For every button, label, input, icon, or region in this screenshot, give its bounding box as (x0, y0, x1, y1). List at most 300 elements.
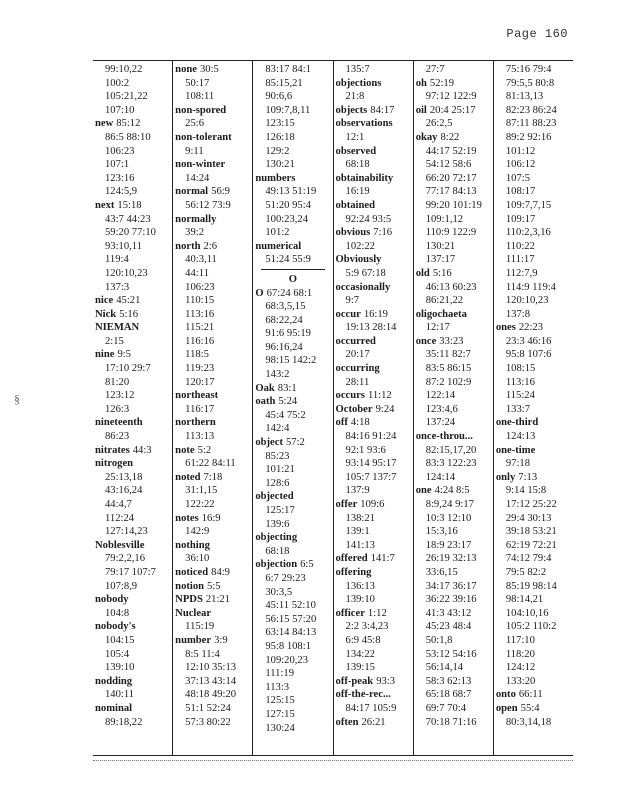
index-term: normally (175, 213, 217, 225)
index-term: numbers (255, 172, 296, 184)
index-term: Nick (95, 308, 117, 320)
index-entry (253, 287, 332, 301)
page-line-reference: 139:15 (345, 662, 375, 674)
page-line-reference: 113:3 (265, 681, 290, 693)
page-line-reference: 53:12 54:16 (425, 648, 477, 660)
page-line-reference: 105:2 110:2 (505, 621, 557, 633)
index-term: northeast (175, 390, 219, 402)
index-term: offering (335, 566, 372, 578)
index-term: occasionally (335, 281, 391, 293)
page-line-reference: 75:16 79:4 (505, 64, 552, 75)
index-term: off-peak (335, 675, 374, 687)
page-line-reference: 98:15 142:2 (265, 355, 317, 367)
index-term: onto (495, 689, 516, 701)
page-line-reference: 95:8 107:6 (505, 349, 552, 361)
index-entry (173, 593, 252, 607)
page-line-reference: 28:11 (345, 376, 370, 388)
index-entry (253, 436, 332, 450)
page-line-reference: 5:5 (207, 580, 221, 592)
page-line-reference: 5:16 (432, 267, 452, 279)
page-line-reference: 118:5 (185, 349, 209, 361)
page-line-reference: 124:12 (505, 662, 536, 674)
footer-rule (93, 760, 573, 765)
page-line-reference: 141:13 (345, 539, 375, 551)
page-line-reference: 11:12 (367, 390, 392, 402)
page-line-reference: 126:18 (265, 131, 295, 143)
index-term: nitrogen (95, 458, 134, 470)
page-line-reference: 130:21 (265, 159, 295, 171)
page-line-reference: 124:13 (505, 431, 536, 443)
index-term: NIEMAN (95, 322, 140, 334)
page-line-reference: 107:10 (105, 104, 135, 116)
index-term: obtained (335, 199, 375, 211)
page-line-reference: 21:21 (205, 594, 230, 606)
index-term: one-third (495, 417, 539, 429)
index-entry (494, 321, 573, 335)
page-line-reference: 118:20 (505, 648, 535, 660)
page-line-reference: 50:1,8 (425, 634, 453, 646)
page-line-reference: 128:6 (265, 477, 290, 489)
page-line-reference: 85:15,21 (265, 77, 303, 89)
index-entry (414, 77, 493, 91)
index-term: Noblesville (95, 539, 145, 551)
page-line-reference: 109:17 (505, 213, 536, 225)
index-term: oh (415, 77, 427, 89)
page-line-reference: 110:22 (505, 240, 535, 252)
page-line-reference: 22:23 (518, 322, 544, 334)
page-line-reference: 39:2 (185, 227, 205, 239)
index-entry (414, 484, 493, 498)
index-term: Nuclear (175, 607, 212, 619)
page-line-reference: 68:18 (345, 159, 370, 171)
index-term: objection (255, 559, 298, 571)
index-column-5 (413, 61, 493, 755)
page-line-reference: 111:19 (265, 668, 294, 680)
page-line-reference: 107:1 (105, 159, 130, 171)
page-line-reference: 104:8 (105, 607, 130, 619)
page-line-reference: 137:24 (425, 417, 456, 429)
index-entry (253, 395, 332, 409)
page-line-reference: 83:3 122:23 (425, 458, 477, 470)
page-line-reference: 93:3 (376, 675, 396, 687)
index-term: oath (255, 396, 276, 408)
index-column-6 (493, 61, 573, 755)
page-line-reference: 133:7 (505, 403, 530, 415)
index-term: one-time (495, 444, 536, 456)
index-term: off (335, 417, 348, 429)
page-line-reference: 101:2 (265, 227, 290, 239)
page-line-reference: 108:11 (185, 91, 215, 103)
page-line-reference: 81:20 (105, 376, 130, 388)
page-line-reference: 85:23 (265, 450, 290, 462)
index-entry (253, 558, 332, 572)
index-term: one (415, 485, 432, 497)
index-entry (334, 226, 413, 240)
page-line-reference: 12:17 (425, 322, 450, 334)
page-line-reference: 123:12 (105, 390, 135, 402)
index-term: noticed (175, 566, 209, 578)
index-term: occurs (335, 390, 365, 402)
index-term: occurring (335, 363, 380, 375)
page-line-reference: 127:15 (265, 708, 295, 720)
index-term: often (335, 716, 359, 728)
index-term: nobody's (95, 621, 136, 633)
page-line-reference: 23:3 46:16 (505, 335, 552, 347)
index-term: only (495, 471, 516, 483)
page-line-reference: 139:6 (265, 518, 290, 530)
index-entry (414, 104, 493, 118)
index-term: next (95, 199, 115, 211)
page-line-reference: 56:12 73:9 (185, 199, 231, 211)
page-line-reference: 67:24 68:1 (266, 287, 313, 299)
page-line-reference: 119:4 (105, 254, 129, 266)
page-line-reference: 44:4,7 (105, 499, 132, 510)
page-line-reference: 20:17 (345, 349, 370, 361)
page-line-reference: 87:2 102:9 (425, 376, 472, 388)
page-line-reference: 62:19 72:21 (505, 539, 557, 551)
page-line-reference: 100:2 (105, 77, 130, 89)
margin-mark: § (14, 392, 20, 406)
page-line-reference: 51:20 95:4 (265, 199, 311, 211)
page-line-reference: 57:3 80:22 (185, 716, 231, 728)
page-line-reference: 137:3 (105, 281, 130, 293)
page-line-reference: 142:9 (185, 526, 210, 538)
index-entry (173, 471, 252, 485)
page-line-reference: 109:7,7,15 (505, 199, 552, 211)
page-line-reference: 112:7,9 (505, 267, 538, 279)
page-line-reference: 113:13 (185, 431, 215, 443)
page-line-reference: 93:10,11 (105, 240, 142, 252)
page-line-reference: 82:23 86:24 (505, 104, 557, 116)
index-term: nineteenth (95, 417, 143, 429)
page-line-reference: 70:18 71:16 (425, 716, 477, 728)
page-line-reference: 44:3 (132, 444, 152, 456)
page-line-reference: 137:17 (425, 254, 456, 266)
page-line-reference: 77:17 84:13 (425, 186, 477, 198)
page-line-reference: 4:24 8:5 (434, 485, 470, 497)
index-column-3 (252, 61, 332, 755)
page-line-reference: 9:7 (345, 295, 360, 307)
page-line-reference: 33:23 (439, 335, 464, 347)
page-line-reference: 39:18 53:21 (505, 526, 557, 538)
page-line-reference: 40:3,11 (185, 254, 217, 266)
index-term: once (415, 335, 437, 347)
page-line-reference: 109:6 (360, 499, 385, 510)
index-term: objections (335, 77, 382, 89)
page-line-reference: 61:22 84:11 (185, 458, 236, 470)
page-line-reference: 87:11 88:23 (505, 118, 557, 130)
index-term: new (95, 118, 114, 130)
index-term: nothing (175, 539, 210, 551)
page-line-reference: 107:8,9 (105, 580, 138, 592)
page-line-reference: 122:22 (185, 499, 215, 510)
page-line-reference: 66:20 72:17 (425, 172, 477, 184)
page-line-reference: 113:16 (185, 308, 215, 320)
page-line-reference: 45:11 52:10 (265, 600, 316, 612)
page-line-reference: 2:15 (105, 335, 124, 347)
index-term: northern (175, 417, 216, 429)
page-line-reference: 85:19 98:14 (505, 580, 557, 592)
page-line-reference: 44:11 (185, 267, 209, 279)
page-line-reference: 17:12 25:22 (505, 499, 557, 510)
page-line-reference: 109:1,12 (425, 213, 464, 225)
index-term: offer (335, 499, 358, 510)
page-line-reference: 68:18 (265, 545, 290, 557)
page-line-reference: 98:14,21 (505, 594, 544, 606)
page-line-reference: 83:17 84:1 (265, 64, 311, 75)
index-term: object (255, 437, 283, 449)
page-line-reference: 36:10 (185, 553, 210, 565)
index-term: non-winter (175, 159, 226, 171)
page-line-reference: 2:6 (203, 240, 218, 252)
index-entry (93, 444, 172, 458)
page-line-reference: 130:21 (425, 240, 456, 252)
index-term: old (415, 267, 430, 279)
page-line-reference: 105:4 (105, 648, 130, 660)
page-line-reference: 7:18 (203, 471, 223, 483)
page-line-reference: 124:14 (425, 471, 456, 483)
page-line-reference: 130:24 (265, 722, 295, 734)
page-line-reference: 97:18 (505, 458, 530, 470)
index-term: NPDS (175, 594, 203, 606)
page-line-reference: 4:18 (350, 417, 370, 429)
page-line-reference: 79:5,5 80:8 (505, 77, 555, 89)
page-line-reference: 18:9 23:17 (425, 539, 472, 551)
page-line-reference: 16:9 (201, 512, 221, 524)
page-line-reference: 16:19 (363, 308, 388, 320)
index-term: off-the-rec... (335, 689, 391, 701)
page-line-reference: 16:19 (345, 186, 370, 198)
page-line-reference: 34:17 36:17 (425, 580, 477, 592)
index-term: numerical (255, 240, 302, 252)
page-line-reference: 125:17 (265, 505, 295, 516)
index-term: normal (175, 186, 209, 198)
page-line-reference: 56:9 (211, 186, 230, 198)
page-line-reference: 43:16,24 (105, 485, 143, 497)
page-line-reference: 109:7,8,11 (265, 104, 311, 116)
page-line-reference: 109:20,23 (265, 654, 309, 666)
page-line-reference: 106:12 (505, 159, 536, 171)
page-line-reference: 139:10 (105, 662, 135, 674)
page-line-reference: 101:21 (265, 464, 295, 476)
index-term: October (335, 403, 373, 415)
index-entry (93, 117, 172, 131)
index-entry (173, 63, 252, 77)
index-term: Oak (255, 382, 275, 394)
page-line-reference: 49:13 51:19 (265, 186, 317, 198)
index-entry (334, 416, 413, 430)
page-line-reference: 65:18 68:7 (425, 689, 472, 701)
page-line-reference: 48:18 49:20 (185, 689, 237, 701)
page-line-reference: 81:13,13 (505, 91, 544, 103)
page-line-reference: 112:24 (105, 512, 135, 524)
page-line-reference: 68:3,5,15 (265, 301, 306, 313)
index-term: non-spored (175, 104, 227, 116)
page-line-reference: 56:15 57:20 (265, 613, 317, 625)
index-term: notion (175, 580, 205, 592)
index-term: nitrates (95, 444, 130, 456)
page-line-reference: 110:2,3,16 (505, 227, 551, 239)
index-entry (93, 348, 172, 362)
page-line-reference: 129:2 (265, 145, 290, 157)
page-line-reference: 138:21 (345, 512, 375, 524)
index-term: objected (255, 491, 294, 503)
index-term: occurred (335, 335, 376, 347)
page-line-reference: 54:12 58:6 (425, 159, 472, 171)
page-line-reference: 105:21,22 (105, 91, 148, 103)
page-line-reference: 86:5 88:10 (105, 131, 151, 143)
page-line-reference: 107:5 (505, 172, 530, 184)
index-entry (334, 498, 413, 512)
page-line-reference: 14:24 (185, 172, 210, 184)
page-line-reference: 68:22,24 (265, 314, 303, 326)
page-line-reference: 143:2 (265, 369, 290, 381)
page-line-reference: 137:8 (505, 308, 530, 320)
page-line-reference: 69:7 70:4 (425, 702, 467, 714)
page-line-reference: 84:16 91:24 (345, 431, 397, 443)
index-entry (173, 185, 252, 199)
page-line-reference: 12:1 (345, 131, 365, 143)
page-line-reference: 123:15 (265, 118, 295, 130)
index-term: O (255, 287, 264, 299)
index-term: okay (415, 131, 438, 143)
page-line-reference: 26:19 32:13 (425, 553, 477, 565)
page-line-reference: 5:9 67:18 (345, 267, 386, 279)
page-line-reference: 8:5 11:4 (185, 648, 220, 660)
index-entry (93, 199, 172, 213)
page-line-reference: 19:13 28:14 (345, 322, 397, 334)
index-entry (173, 512, 252, 526)
page-line-reference: 115:21 (185, 322, 215, 334)
page-line-reference: 7:16 (373, 227, 393, 239)
page-line-reference: 123:16 (105, 172, 135, 184)
index-entry (494, 688, 573, 702)
index-term: ones (495, 322, 516, 334)
index-term: note (175, 444, 195, 456)
page-line-reference: 26:2,5 (425, 118, 453, 130)
page-line-reference: 108:15 (505, 363, 536, 375)
index-entry (334, 552, 413, 566)
page-line-reference: 106:23 (105, 145, 135, 157)
page-line-reference: 5:2 (197, 444, 212, 456)
page-line-reference: 8:22 (440, 131, 460, 143)
page-line-reference: 59:20 77:10 (105, 227, 156, 239)
index-entry (334, 308, 413, 322)
page-line-reference: 99:10,22 (105, 64, 143, 75)
page-line-reference: 123:4,6 (425, 403, 458, 415)
index-term: objects (335, 104, 368, 116)
page-line-reference: 56:14,14 (425, 662, 464, 674)
index-term: none (175, 64, 197, 75)
page-line-reference: 115:19 (185, 621, 215, 633)
page-line-reference: 3:9 (214, 634, 228, 646)
page-line-reference: 84:17 (370, 104, 395, 116)
page-line-reference: 80:3,14,18 (505, 716, 552, 728)
index-term: observed (335, 145, 377, 157)
page-line-reference: 45:4 75:2 (265, 409, 306, 421)
index-term: once-throu... (415, 431, 473, 443)
page-line-reference: 63:14 84:13 (265, 627, 317, 639)
index-entry (334, 104, 413, 118)
page-line-reference: 125:15 (265, 695, 295, 707)
page-line-reference: 90:6,6 (265, 91, 293, 103)
index-entry (414, 335, 493, 349)
index-entry (93, 308, 172, 322)
page-line-reference: 110:9 122:9 (425, 227, 477, 239)
page-line-reference: 120:17 (185, 376, 215, 388)
page-line-reference: 55:4 (520, 702, 540, 714)
page-number: Page 160 (506, 27, 568, 41)
page-line-reference: 29:4 30:13 (505, 512, 552, 524)
page-line-reference: 21:8 (345, 91, 365, 103)
index-term: oligochaeta (415, 308, 467, 320)
page-line-reference: 97:12 122:9 (425, 91, 477, 103)
page-line-reference: 140:11 (105, 689, 135, 701)
index-entry (334, 389, 413, 403)
page-line-reference: 93:14 95:17 (345, 458, 397, 470)
page-line-reference: 33:6,15 (425, 566, 458, 578)
page-line-reference: 96:16,24 (265, 341, 303, 353)
page-line-reference: 9:5 (117, 349, 131, 361)
page-line-reference: 120:10,23 (505, 295, 549, 307)
index-term: nominal (95, 702, 133, 714)
page-line-reference: 120:10,23 (105, 267, 148, 279)
page-line-reference: 116:16 (185, 335, 215, 347)
index-column-1 (93, 61, 172, 755)
page-line-reference: 105:7 137:7 (345, 471, 397, 483)
page-line-reference: 134:22 (345, 648, 375, 660)
page-line-reference: 1:12 (367, 607, 387, 619)
page-line-reference: 44:17 52:19 (425, 145, 477, 157)
page-line-reference: 124:5,9 (105, 186, 138, 198)
index-column-4 (333, 61, 413, 755)
index-term: Obviously (335, 254, 382, 266)
page-line-reference: 15:18 (117, 199, 142, 211)
page-line-reference: 116:17 (185, 403, 215, 415)
index-entry (334, 675, 413, 689)
page-line-reference: 114:9 119:4 (505, 281, 556, 293)
page-line-reference: 133:20 (505, 675, 536, 687)
page-line-reference: 100:23,24 (265, 213, 309, 225)
index-entry (334, 716, 413, 730)
page-line-reference: 51:1 52:24 (185, 702, 231, 714)
index-entry (173, 580, 252, 594)
index-term: nice (95, 295, 114, 307)
page-line-reference: 52:19 (429, 77, 455, 89)
page-line-reference: 9:24 (375, 403, 395, 415)
index-term: oil (415, 104, 427, 116)
page-line-reference: 99:20 101:19 (425, 199, 482, 211)
page-line-reference: 92:1 93:6 (345, 444, 386, 456)
index-entry (93, 294, 172, 308)
page-line-reference: 9:14 15:8 (505, 485, 547, 497)
index-term: north (175, 240, 201, 252)
page-line-reference: 5:16 (119, 308, 139, 320)
index-term: notes (175, 512, 199, 524)
page-line-reference: 85:12 (116, 118, 141, 130)
page-line-reference: 6:7 29:23 (265, 572, 306, 584)
page-line-reference: 17:10 29:7 (105, 363, 151, 375)
index-entry (494, 471, 573, 485)
page-line-reference: 74:12 79:4 (505, 553, 552, 565)
index-term: nobody (95, 594, 129, 606)
page-line-reference: 2:2 3:4,23 (345, 621, 389, 633)
page-line-reference: 57:2 (286, 437, 305, 449)
page-line-reference: 101:12 (505, 145, 536, 157)
index-entry (334, 403, 413, 417)
index-entry (334, 607, 413, 621)
page-line-reference: 115:24 (505, 390, 535, 402)
